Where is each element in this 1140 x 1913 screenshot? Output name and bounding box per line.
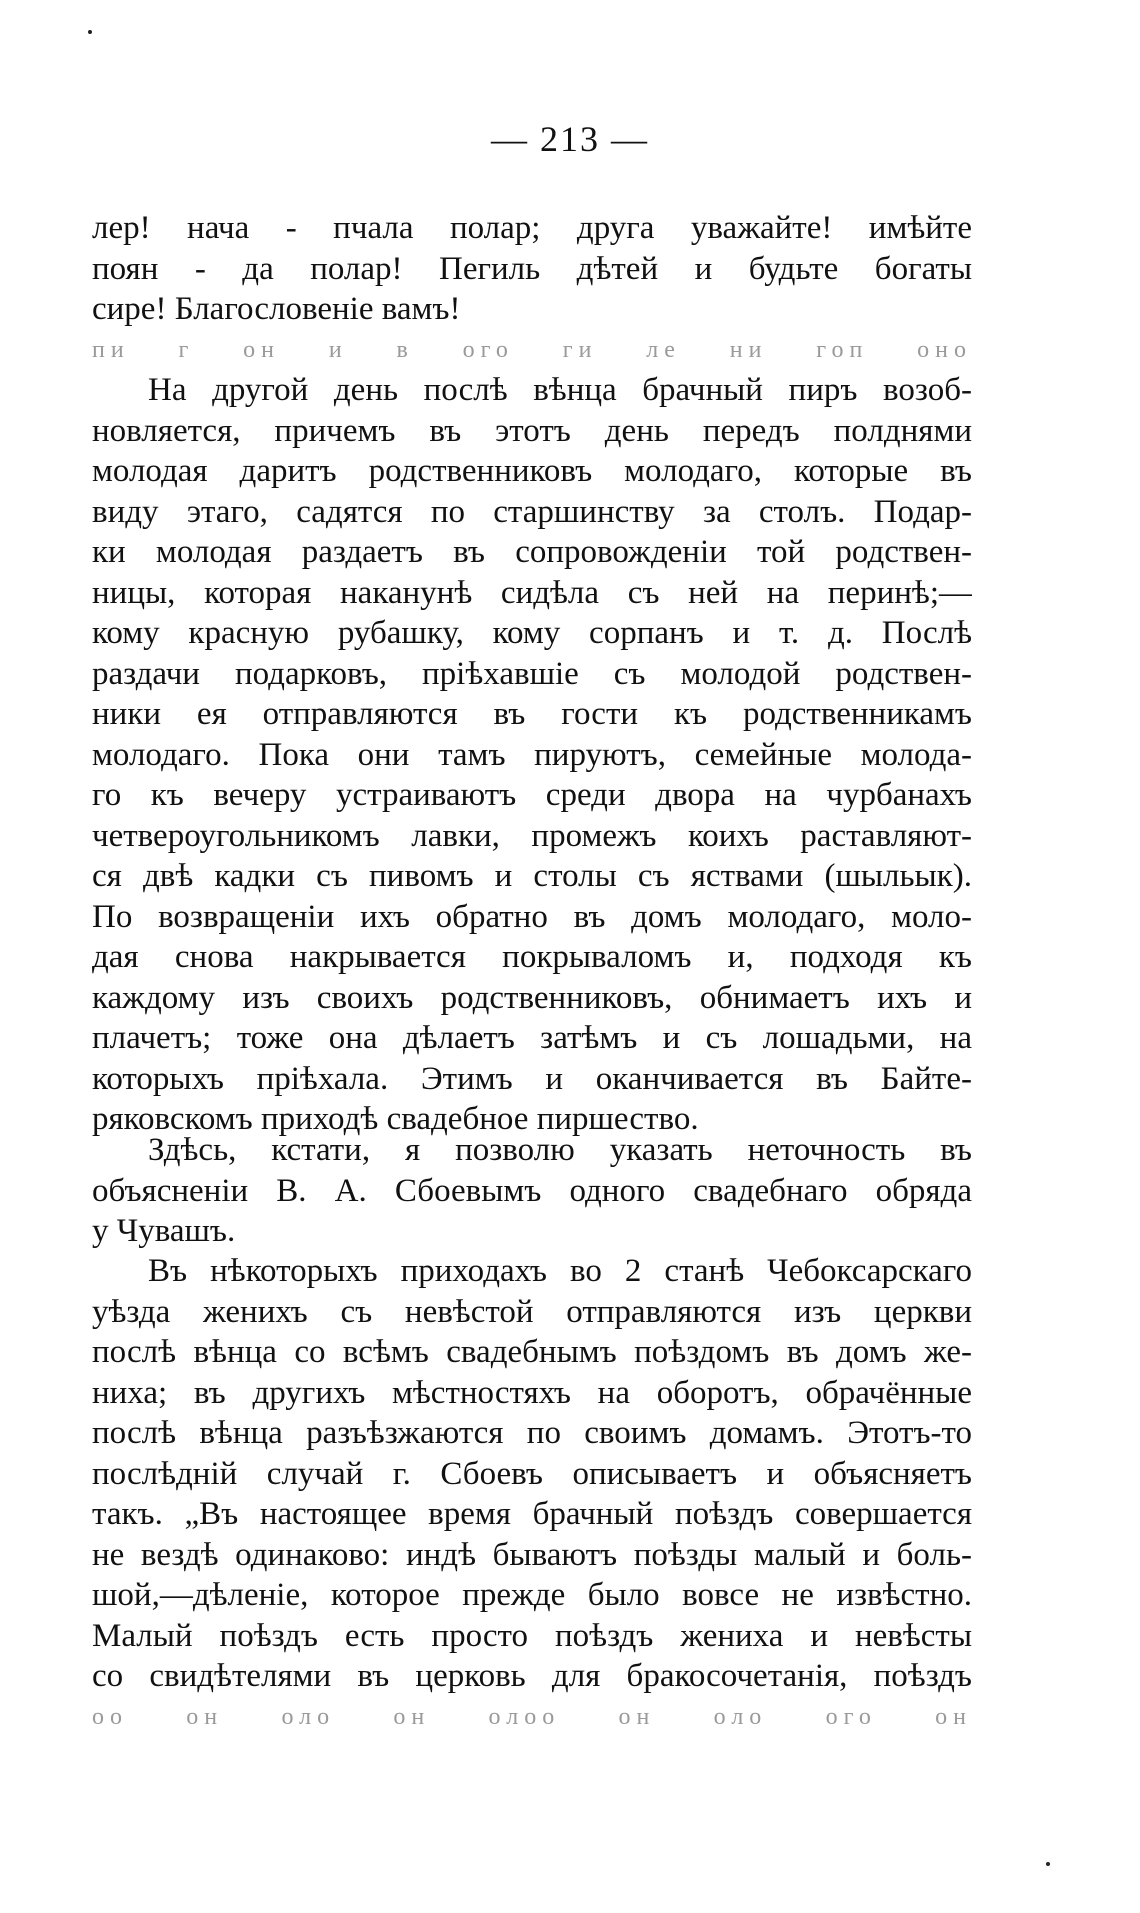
text-line: На другой день послѣ вѣнца брачный пиръ возоб- — [148, 372, 972, 408]
text-line: ки молодая раздаетъ въ сопровожденіи той родствен- — [92, 534, 972, 570]
text-line: ряковскомъ приходѣ свадебное пиршество. — [92, 1101, 699, 1137]
text-line: уѣзда женихъ съ невѣстой отправляются изъ церкви — [92, 1293, 972, 1330]
text-line: не вездѣ одинаково: индѣ бываютъ поѣзды малый и боль- — [92, 1536, 972, 1573]
paper-speck — [1046, 1862, 1050, 1866]
text-line: Здѣсь, кстати, я позволю указать неточность въ — [148, 1132, 972, 1168]
page-number: — 213 — — [491, 119, 649, 159]
text-line: такъ. „Въ настоящее время брачный поѣздъ совершается — [92, 1496, 972, 1532]
text-line: ниха; въ другихъ мѣстностяхъ на оборотъ, обрачённые — [92, 1374, 972, 1411]
text-line: у Чувашъ. — [92, 1213, 236, 1249]
bleed-through-line: пи г он и в ого ги ле ни гоп оно — [92, 336, 972, 363]
text-line: сире! Благословеніе вамъ! — [92, 291, 461, 327]
text-line: поян - да полар! Пегиль дѣтей и будьте богаты — [92, 250, 972, 287]
bleed-through-line: оо он оло он олоо он оло ого он — [92, 1703, 972, 1730]
text-line: молодаго. Пока они тамъ пируютъ, семейные молода- — [92, 736, 972, 773]
text-line: четвероугольникомъ лавки, промежъ коихъ раставляют- — [92, 817, 972, 854]
text-line: ницы, которая наканунѣ сидѣла съ ней на перинѣ;— — [92, 574, 972, 611]
paragraph-wedding-feast — [92, 208, 972, 1140]
text-line: каждому изъ своихъ родственниковъ, обнимаетъ ихъ и — [92, 979, 972, 1016]
text-line: Малый поѣздъ есть просто поѣздъ жениха и невѣсты — [92, 1617, 972, 1654]
paragraph-cheboksary — [92, 1251, 972, 1737]
text-line: виду этаго, садятся по старшинству за столъ. Подар- — [92, 493, 972, 530]
text-line: молодая даритъ родственниковъ молодаго, которые въ — [92, 453, 972, 489]
text-line: плачетъ; тоже она дѣлаетъ затѣмъ и съ лошадьми, на — [92, 1020, 972, 1056]
text-line: го къ вечеру устраиваютъ среди двора на чурбанахъ — [92, 777, 972, 813]
text-line: которыхъ пріѣхала. Этимъ и оканчивается въ Байте- — [92, 1060, 972, 1097]
text-line: По возвращеніи ихъ обратно въ домъ молодаго, моло- — [92, 898, 972, 935]
text-line: новляется, причемъ въ этотъ день передъ полднями — [92, 412, 972, 449]
text-line: послѣ вѣнца со всѣмъ свадебнымъ поѣздомъ въ домъ же- — [92, 1334, 972, 1370]
text-line: послѣдній случай г. Сбоевъ описываетъ и объясняетъ — [92, 1455, 972, 1492]
text-line: раздачи подарковъ, пріѣхавшіе съ молодой родствен- — [92, 655, 972, 692]
text-line: дая снова накрывается покрываломъ и, подходя къ — [92, 939, 972, 975]
text-line: объясненіи В. А. Сбоевымъ одного свадебнаго обряда — [92, 1172, 972, 1209]
text-line: ся двѣ кадки съ пивомъ и столы съ яствами (шыльык). — [92, 858, 972, 894]
text-line: лер! нача - пчала полар; друга уважайте! имѣйте — [92, 210, 972, 246]
text-line: со свидѣтелями въ церковь для бракосочетанія, поѣздъ — [92, 1658, 972, 1694]
text-line: ники ея отправляются въ гости къ родственникамъ — [92, 696, 972, 732]
paragraph-correction — [92, 1130, 972, 1252]
text-line: послѣ вѣнца разъѣзжаются по своимъ домамъ. Этотъ-то — [92, 1415, 972, 1451]
text-line: кому красную рубашку, кому сорпанъ и т. д. Послѣ — [92, 615, 972, 651]
text-line: шой,—дѣленіе, которое прежде было вовсе не извѣстно. — [92, 1577, 972, 1613]
text-line: Въ нѣкоторыхъ приходахъ во 2 станѣ Чебоксарскаго — [148, 1253, 972, 1289]
paper-speck — [88, 30, 92, 34]
